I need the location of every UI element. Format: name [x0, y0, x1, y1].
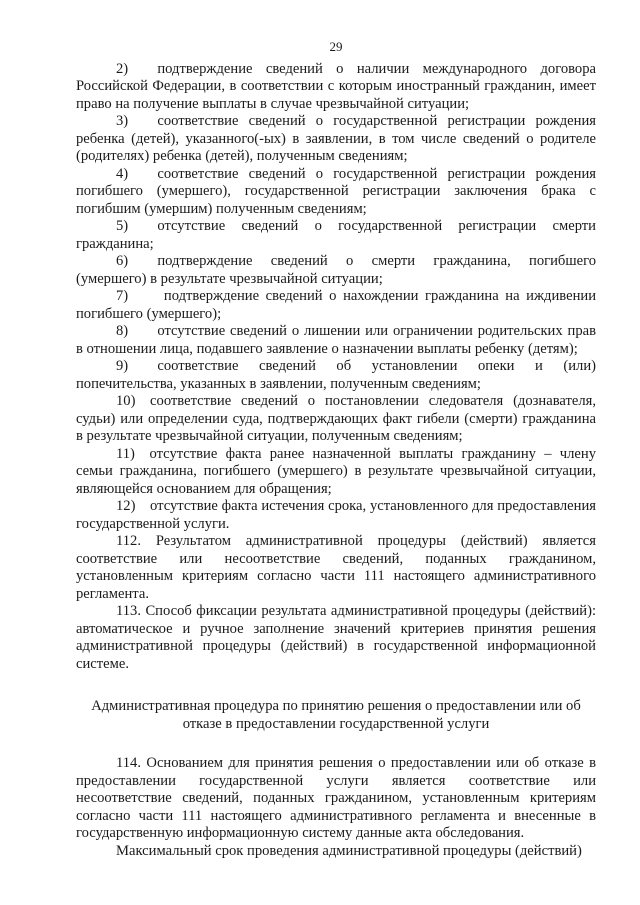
list-item-4: 4) соответствие сведений о государственной регистрации рождения погибшего (умершего), государственной регистрации заключения брака с погибшим (умершим) полученным сведениям;: [76, 165, 596, 217]
paragraph-112: 112. Результатом административной процедуры (действий) является соответствие или несоответствие сведений, поданных гражданином, установленным критериям согласно части 111 настоящего административного регламента.: [76, 533, 596, 602]
section-heading: Административная процедура по принятию решения о предоставлении или об отказе в предоставлении государственной услуги: [91, 698, 581, 732]
list-item-2: 2) подтверждение сведений о наличии международного договора Российской Федерации, в соответствии с которым иностранный гражданин, имеет право на получение выплаты в случае чрезвычайной ситуации;: [76, 60, 596, 112]
list-item-8: 8) отсутствие сведений о лишении или ограничении родительских прав в отношении лица, подавшего заявление о назначении выплаты ребенку (детям);: [76, 323, 596, 357]
paragraph-113: 113. Способ фиксации результата административной процедуры (действий): автоматическое и ручное заполнение значений критериев принятия решения административной процедуры (действий) в государственной информационной системе.: [76, 603, 596, 672]
list-item-9: 9) соответствие сведений об установлении опеки и (или) попечительства, указанных в заявлении, полученным сведениям;: [76, 358, 596, 392]
list-item-6: 6) подтверждение сведений о смерти гражданина, погибшего (умершего) в результате чрезвычайной ситуации;: [76, 253, 596, 287]
list-item-12: 12) отсутствие факта истечения срока, установленного для предоставления государственной услуги.: [76, 498, 596, 532]
list-item-7: 7) подтверждение сведений о нахождении гражданина на иждивении погибшего (умершего);: [76, 288, 596, 322]
paragraph-115-start: Максимальный срок проведения административной процедуры (действий): [116, 842, 582, 859]
list-item-11: 11) отсутствие факта ранее назначенной выплаты гражданину – члену семьи гражданина, погибшего (умершего) в результате чрезвычайной ситуации, являющейся основанием для обращения;: [76, 445, 596, 497]
list-item-10: 10) соответствие сведений о постановлении следователя (дознавателя, судьи) или определении суда, подтверждающих факт гибели (смерти) гражданина в результате чрезвычайной ситуации, полученным сведениям;: [76, 393, 596, 444]
paragraph-114: 114. Основанием для принятия решения о предоставлении или об отказе в предоставлении государственной услуги является соответствие или несоответствие сведений, поданных гражданином, установленным критериям согласно части 111 настоящего административного регламента и внесенные в государственную информационную систему данные акта обследования.: [76, 755, 596, 841]
list-item-3: 3) соответствие сведений о государственной регистрации рождения ребенка (детей), указанного(-ых) в заявлении, в том числе сведений о родителе (родителях) ребенка (детей), полученным сведениям;: [76, 113, 596, 164]
list-item-5: 5) отсутствие сведений о государственной регистрации смерти гражданина;: [76, 218, 596, 252]
page-number: 29: [329, 39, 343, 54]
